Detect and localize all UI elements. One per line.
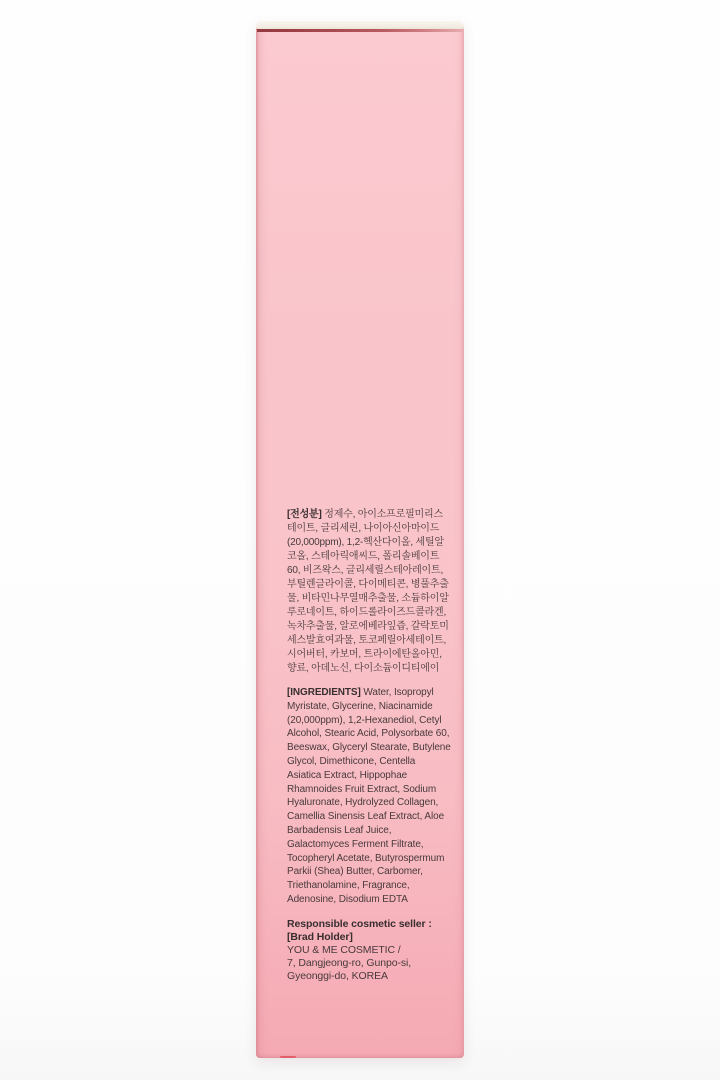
box-lid-edge [256, 20, 464, 29]
seller-address-line2: Gyeonggi-do, KOREA [287, 969, 388, 982]
seller-holder: [Brad Holder] [287, 930, 353, 943]
box-bottom-red-sliver [280, 1056, 296, 1059]
seller-company: YOU & ME COSMETIC / [287, 943, 401, 956]
english-ingredients-paragraph [287, 686, 451, 907]
box-lid-red-trim-line [257, 29, 463, 32]
korean-ingredients-label: [전성분] [287, 509, 322, 520]
seller-address-line1: 7, Dangjeong-ro, Gunpo-si, [287, 956, 412, 969]
cosmetic-box-side-panel [256, 20, 464, 1058]
english-ingredients-body: Water, Isopropyl Myristate, Glycerine, Niacinamide (20,000ppm), 1,2-Hexanediol, Cetyl Alcohol, Stearic Acid, Polysorbate 60, Beeswax, Glyceryl Stearate, Butylene Glycol, Dimethicone, Centella Asiatica Extract, Hippophae Rhamnoides Fruit Extract, Sodium Hyaluronate, Hydrolyzed Collagen, Camellia Sinensis Leaf Extract, Aloe Barbadensis Leaf Juice, Galactomyces Ferment Filtrate, Tocopheryl Acetate, Butyrospermum Parkii (Shea) Butter, Carbomer, Triethanolamine, Fragrance, Adenosine, Disodium EDTA [287, 687, 451, 905]
english-ingredients-label: [INGREDIENTS] [287, 687, 361, 698]
seller-heading: Responsible cosmetic seller : [287, 917, 432, 930]
panel-text-block [287, 508, 451, 983]
korean-ingredients-paragraph [287, 508, 451, 676]
seller-info-block [287, 918, 451, 983]
korean-ingredients-body: 정제수, 아이소프로필미리스테이트, 글리세린, 나이아신아마이드(20,000ppm), 1,2-헥산다이올, 세틸알코올, 스테아릭애씨드, 폴리솔베이트60, 비즈왁스, 글리세릴스테아레이트, 부틸렌글라이콜, 다이메티콘, 병풀추출물, 비타민나무열매추출물, 소듐하이알루로네이트, 하이드롤라이즈드콜라겐, 녹차추출물, 알로에베라잎즙, 갈락토미세스발효여과물, 토코페릴아세테이트, 시어버터, 카보머, 트라이에탄올아민, 향료, 아데노신, 다이소듐이디티에이 [287, 509, 449, 674]
